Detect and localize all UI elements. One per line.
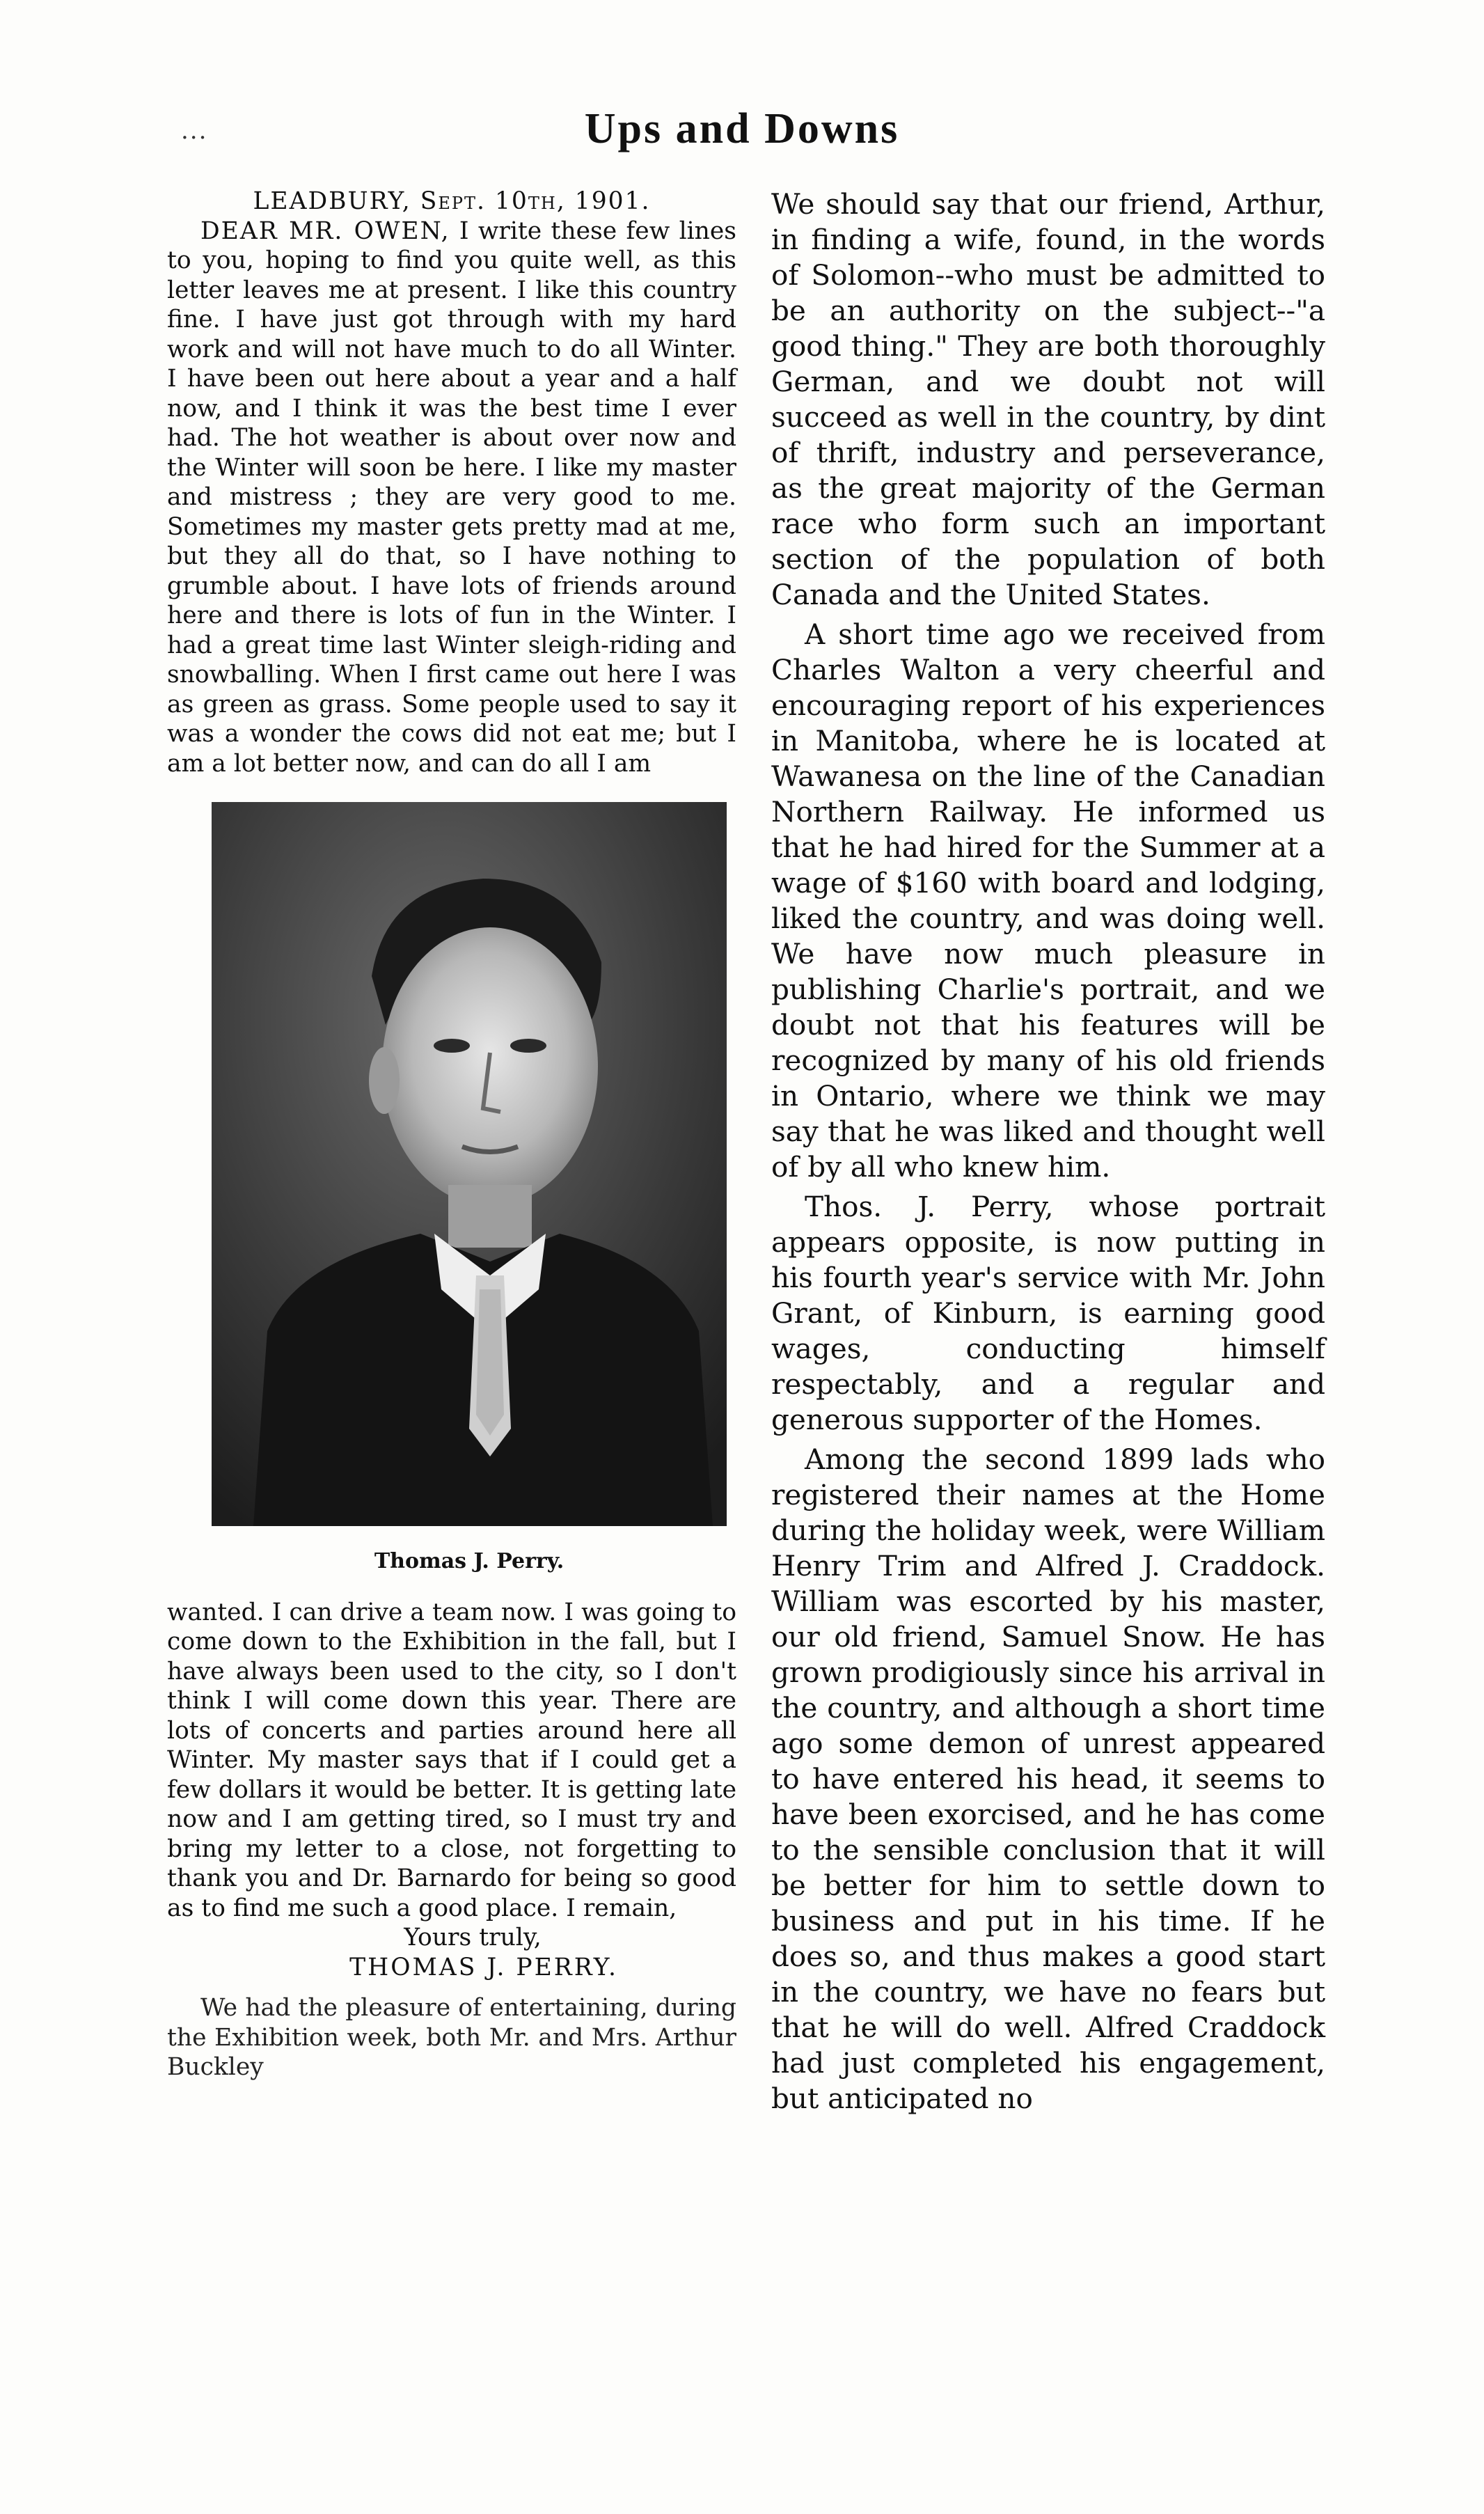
letter-body-part1: I write these few lines to you, hoping to find you quite well, as this letter leaves me at present. I like this country fine. I have just got through with my hard work and will not have much to do all Winter. I have been out here about a year and a half now, and I think it was the best time I ever had. The hot weather is about over now and the Winter will soon be here. I like my master and mistress ; they are very good to me. Sometimes my master gets pretty mad at me, but they all do that, so I have nothing to grumble about. I have lots of friends around here and there is lots of fun in the Winter. I had a great time last Winter sleigh-riding and snowballing. When I first came out here I was as green as grass. Some people used to say it was a wonder the cows did not eat me; but I am a lot better now, and can do all I am: [167, 217, 736, 778]
right-paragraph: We should say that our friend, Arthur, in finding a wife, found, in the words of Solomon--who must be admitted to be an authority on the subject--"a good thing." They are both thoroughly German, and we doubt not will succeed as well in the country, by dint of thrift, industry and perseverance, as the great majority of the German race who form such an important section of the population of both Canada and the United States.: [771, 187, 1325, 611]
right-paragraph: A short time ago we received from Charles Walton a very cheerful and encouraging report of his experiences in Manitoba, where he is located at Wawanesa on the line of the Canadian Northern Railway. He informed us that he had hired for the Summer at a wage of $160 with board and lodging, liked the country, and was doing well. We have now much pleasure in publishing Charlie's portrait, and we doubt not that his features will be recognized by many of his old friends in Ontario, where we think we may say that he was liked and thought well of by all who knew him.: [771, 618, 1325, 1184]
letter-closing: Yours truly,: [404, 1924, 542, 1951]
left-column: [167, 187, 736, 2082]
left-column-tail-paragraph: We had the pleasure of entertaining, during the Exhibition week, both Mr. and Mrs. Arthur Buckley: [167, 1994, 736, 2081]
letter-body-continued: wanted. I can drive a team now. I was going to come down to the Exhibition in the fall, but I have always been used to the city, so I don't think I will come down this year. There are lots of concerts and parties around here all Winter. My master says that if I could get a few dollars it would be better. It is getting late now and I am getting tired, so I must try and bring my letter to a close, not forgetting to thank you and Dr. Barnardo for being so good as to find me such a good place. I remain,: [167, 1598, 736, 1922]
letter-dateline: LEADBURY, Sept. 10th, 1901.: [253, 187, 651, 215]
portrait-photo: [212, 802, 727, 1526]
right-column: [771, 187, 1325, 2116]
letter-body-first: [167, 217, 736, 779]
right-paragraph: Among the second 1899 lads who registered their names at the Home during the holiday week, were William Henry Trim and Alfred J. Craddock. William was escorted by his master, our old friend, Samuel Snow. He has grown prodigiously since his arrival in the country, and although a short time ago some demon of unrest appeared to have entered his head, it seems to have been exorcised, and he has come to the sensible conclusion that it will be better for him to settle down to business and put in his time. If he does so, and thus makes a good start in the country, we have no fears but that he will do well. Alfred Craddock had just completed his engagement, but anticipated no: [771, 1443, 1325, 2115]
portrait-figure: [212, 802, 727, 1577]
portrait-caption: Thomas J. Perry.: [374, 1549, 565, 1573]
running-title: Ups and Downs: [584, 105, 900, 152]
right-paragraph: Thos. J. Perry, whose portrait appears opposite, is now putting in his fourth year's service with Mr. John Grant, of Kinburn, is earning good wages, conducting himself respectably, and a regular and generous supporter of the Homes.: [771, 1190, 1325, 1436]
page-number-mark: ...: [181, 117, 208, 145]
letter-salutation: DEAR MR. OWEN,: [200, 217, 450, 245]
letter-signature: THOMAS J. PERRY.: [349, 1953, 618, 1981]
